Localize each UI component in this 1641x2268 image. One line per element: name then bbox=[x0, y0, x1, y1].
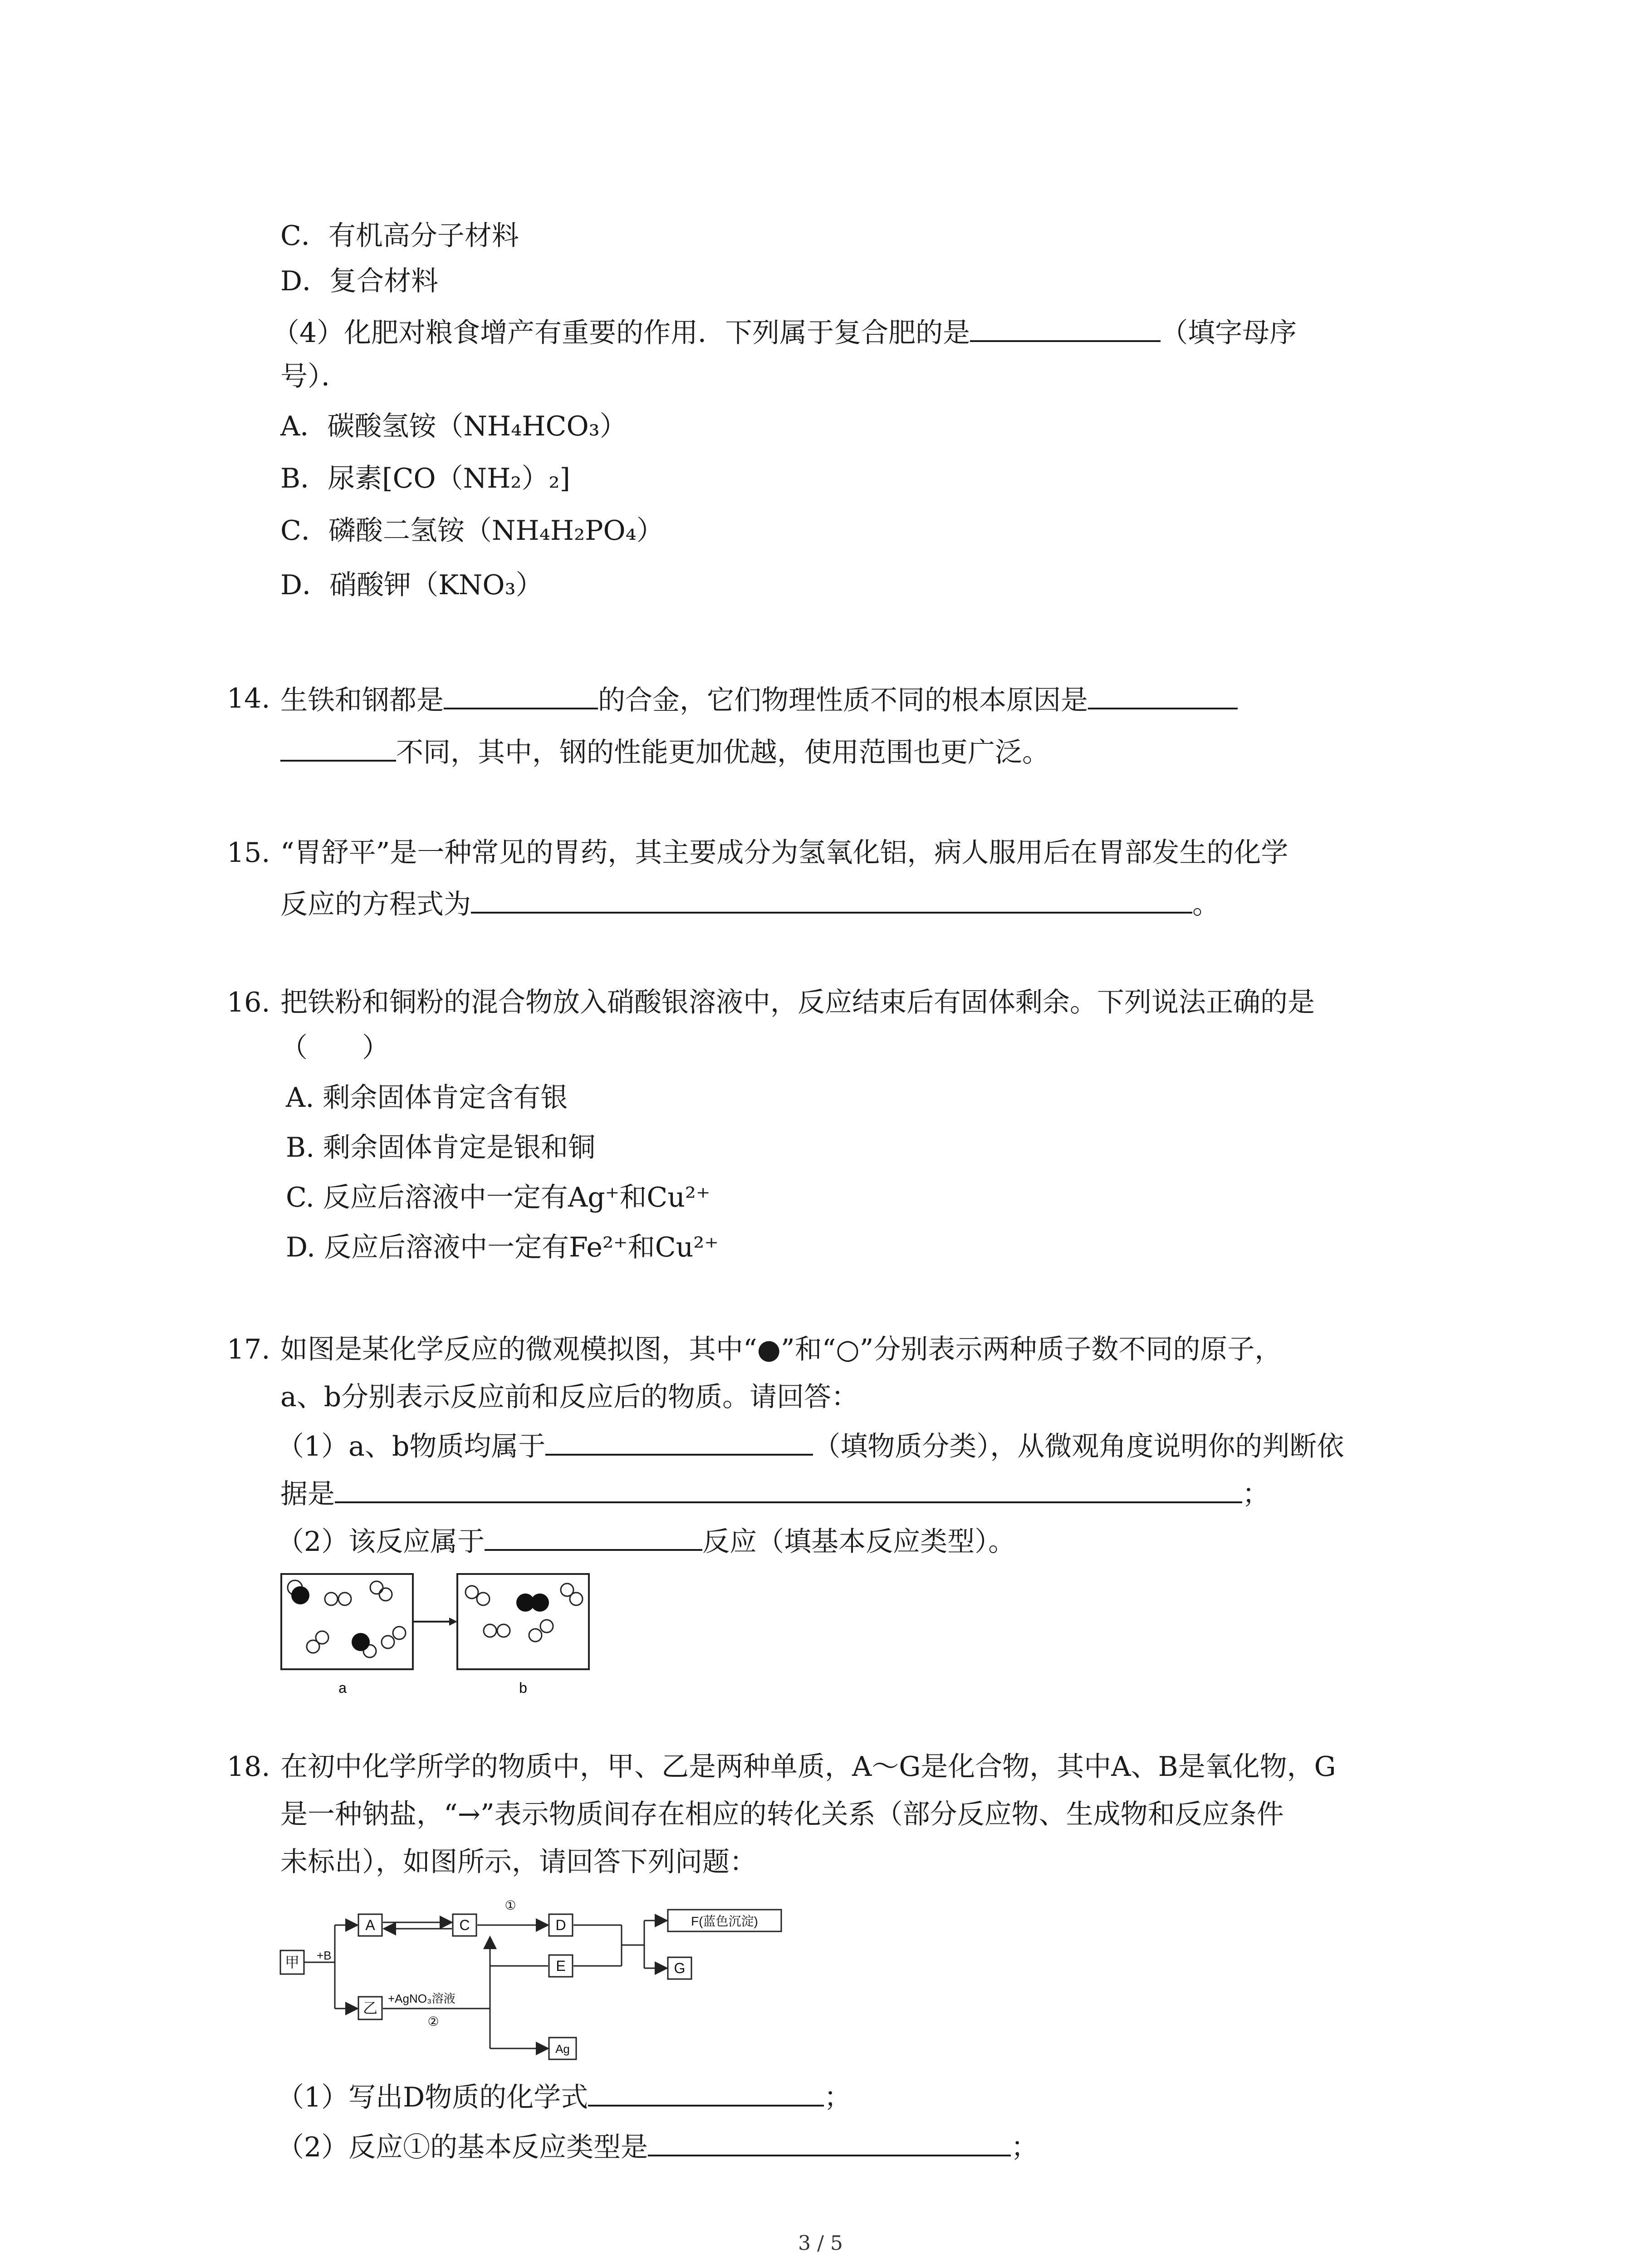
q18-part2-text-b: ； bbox=[1011, 2131, 1038, 2163]
q15-text-a: 反应的方程式为 bbox=[280, 889, 471, 920]
q17-line1: 如图是某化学反应的微观模拟图，其中“●”和“○”分别表示两种质子数不同的原子， bbox=[280, 1334, 1282, 1365]
q18-blank-2[interactable] bbox=[648, 2127, 1011, 2156]
black-atom bbox=[291, 1586, 309, 1604]
reagent-agno3: +AgNO₃溶液 bbox=[388, 1992, 456, 2005]
q17-micro-model-diagram bbox=[277, 1569, 603, 1706]
q17-part1-text-a: （1）a、b物质均属于 bbox=[277, 1431, 546, 1462]
q13-fert-c: C．磷酸二氢铵（NH₄H₂PO₄） bbox=[280, 515, 664, 547]
node-E-label: E bbox=[556, 1958, 566, 1974]
q17-part2-text-b: 反应（填基本反应类型）。 bbox=[702, 1526, 1016, 1558]
q13-fert-a: A．碳酸氢铵（NH₄HCO₃） bbox=[280, 411, 627, 442]
q13-option-d: D．复合材料 bbox=[280, 265, 439, 297]
q17-part1-line1 bbox=[277, 1427, 1344, 1465]
q17-number: 17. bbox=[227, 1334, 270, 1365]
q16-option-b[interactable]: B. 剩余固体肯定是银和铜 bbox=[286, 1132, 596, 1163]
q16-line2: （ ） bbox=[280, 1032, 389, 1064]
q13-part4-line1 bbox=[272, 313, 1297, 351]
q18-part2 bbox=[277, 2127, 1038, 2165]
q13-fert-d: D．硝酸钾（KNO₃） bbox=[280, 569, 543, 601]
q16-option-c[interactable]: C. 反应后溶液中一定有Ag⁺和Cu²⁺ bbox=[286, 1182, 710, 1213]
q16-option-d[interactable]: D. 反应后溶液中一定有Fe²⁺和Cu²⁺ bbox=[286, 1232, 719, 1263]
q17-part1-text-c: 据是 bbox=[280, 1478, 335, 1510]
label-b: b bbox=[519, 1680, 527, 1696]
q17-part2-text-a: （2）该反应属于 bbox=[277, 1526, 485, 1558]
black-atom bbox=[531, 1593, 549, 1612]
q15-line2 bbox=[280, 885, 1220, 923]
label-a: a bbox=[338, 1680, 347, 1696]
q13-part4-line2: 号）． bbox=[280, 361, 348, 392]
reagent-plus-b: +B bbox=[317, 1949, 332, 1962]
q18-blank-1[interactable] bbox=[588, 2077, 824, 2107]
q18-line1: 在初中化学所学的物质中，甲、乙是两种单质，A～G是化合物，其中A、B是氧化物，G bbox=[280, 1751, 1336, 1783]
q13-part4-suffix: （填字母序 bbox=[1161, 317, 1297, 349]
q17-part1-text-d: ； bbox=[1242, 1478, 1269, 1510]
q17-part1-text-b: （填物质分类），从微观角度说明你的判断依 bbox=[813, 1431, 1344, 1462]
q16-option-a[interactable]: A. 剩余固体肯定含有银 bbox=[286, 1082, 568, 1114]
q17-blank-1[interactable] bbox=[545, 1427, 813, 1456]
node-yi-label: 乙 bbox=[362, 2000, 378, 2016]
q15-line1: “胃舒平”是一种常见的胃药，其主要成分为氢氧化铝，病人服用后在胃部发生的化学 bbox=[280, 837, 1288, 869]
q14-text-a: 生铁和钢都是 bbox=[280, 684, 444, 716]
q18-part1-text-a: （1）写出D物质的化学式 bbox=[277, 2082, 588, 2113]
q17-line2: a、b分别表示反应前和反应后的物质。请回答： bbox=[280, 1381, 859, 1413]
node-D-label: D bbox=[555, 1917, 566, 1933]
q14-blank-2a[interactable] bbox=[1088, 680, 1238, 709]
node-G-label: G bbox=[674, 1960, 686, 1976]
reaction-mark-1: ① bbox=[505, 1898, 516, 1912]
node-C-label: C bbox=[459, 1917, 470, 1933]
node-jia-label: 甲 bbox=[284, 1954, 300, 1970]
q13-part4-prefix: （4）化肥对粮食增产有重要的作用．下列属于复合肥的是 bbox=[272, 317, 970, 349]
reaction-mark-2: ② bbox=[427, 2014, 439, 2028]
q18-line2: 是一种钠盐，“→”表示物质间存在相应的转化关系（部分反应物、生成物和反应条件 bbox=[280, 1799, 1284, 1830]
q18-part1 bbox=[277, 2077, 851, 2116]
q16-number: 16. bbox=[227, 987, 270, 1018]
q17-part2 bbox=[277, 1522, 1015, 1560]
q18-line3: 未标出），如图所示，请回答下列问题： bbox=[280, 1846, 757, 1878]
q13-option-c: C．有机高分子材料 bbox=[280, 220, 519, 252]
q18-part1-text-b: ； bbox=[824, 2082, 852, 2113]
q15-text-b: 。 bbox=[1192, 889, 1220, 920]
q17-blank-3[interactable] bbox=[485, 1522, 702, 1551]
q17-blank-2[interactable] bbox=[335, 1474, 1242, 1503]
node-A-label: A bbox=[365, 1917, 375, 1933]
q13-fert-b: B．尿素[CO（NH₂）₂] bbox=[280, 463, 570, 494]
node-F-label: F(蓝色沉淀) bbox=[691, 1914, 758, 1928]
q14-line2 bbox=[280, 733, 1049, 771]
q18-conversion-diagram bbox=[277, 1892, 821, 2064]
q18-part2-text-a: （2）反应①的基本反应类型是 bbox=[277, 2131, 648, 2163]
q18-number: 18. bbox=[227, 1751, 270, 1783]
q13-part4-blank[interactable] bbox=[970, 313, 1161, 342]
q14-text-c: 不同，其中，钢的性能更加优越，使用范围也更广泛。 bbox=[396, 737, 1049, 768]
page-number: 3 / 5 bbox=[798, 2232, 843, 2255]
q14-blank-1[interactable] bbox=[444, 680, 598, 709]
q14-number: 14. bbox=[227, 683, 270, 714]
q16-line1: 把铁粉和铜粉的混合物放入硝酸银溶液中，反应结束后有固体剩余。下列说法正确的是 bbox=[280, 987, 1315, 1018]
q15-number: 15. bbox=[227, 837, 270, 869]
q14-line1 bbox=[280, 680, 1238, 719]
black-atom bbox=[352, 1633, 370, 1651]
node-Ag-label: Ag bbox=[555, 2042, 570, 2056]
reaction-arrowhead bbox=[449, 1618, 457, 1626]
q14-text-b: 的合金，它们物理性质不同的根本原因是 bbox=[598, 684, 1088, 716]
q17-part1-line2 bbox=[280, 1474, 1269, 1512]
q14-blank-2b[interactable] bbox=[280, 733, 396, 762]
q15-blank[interactable] bbox=[471, 885, 1192, 914]
